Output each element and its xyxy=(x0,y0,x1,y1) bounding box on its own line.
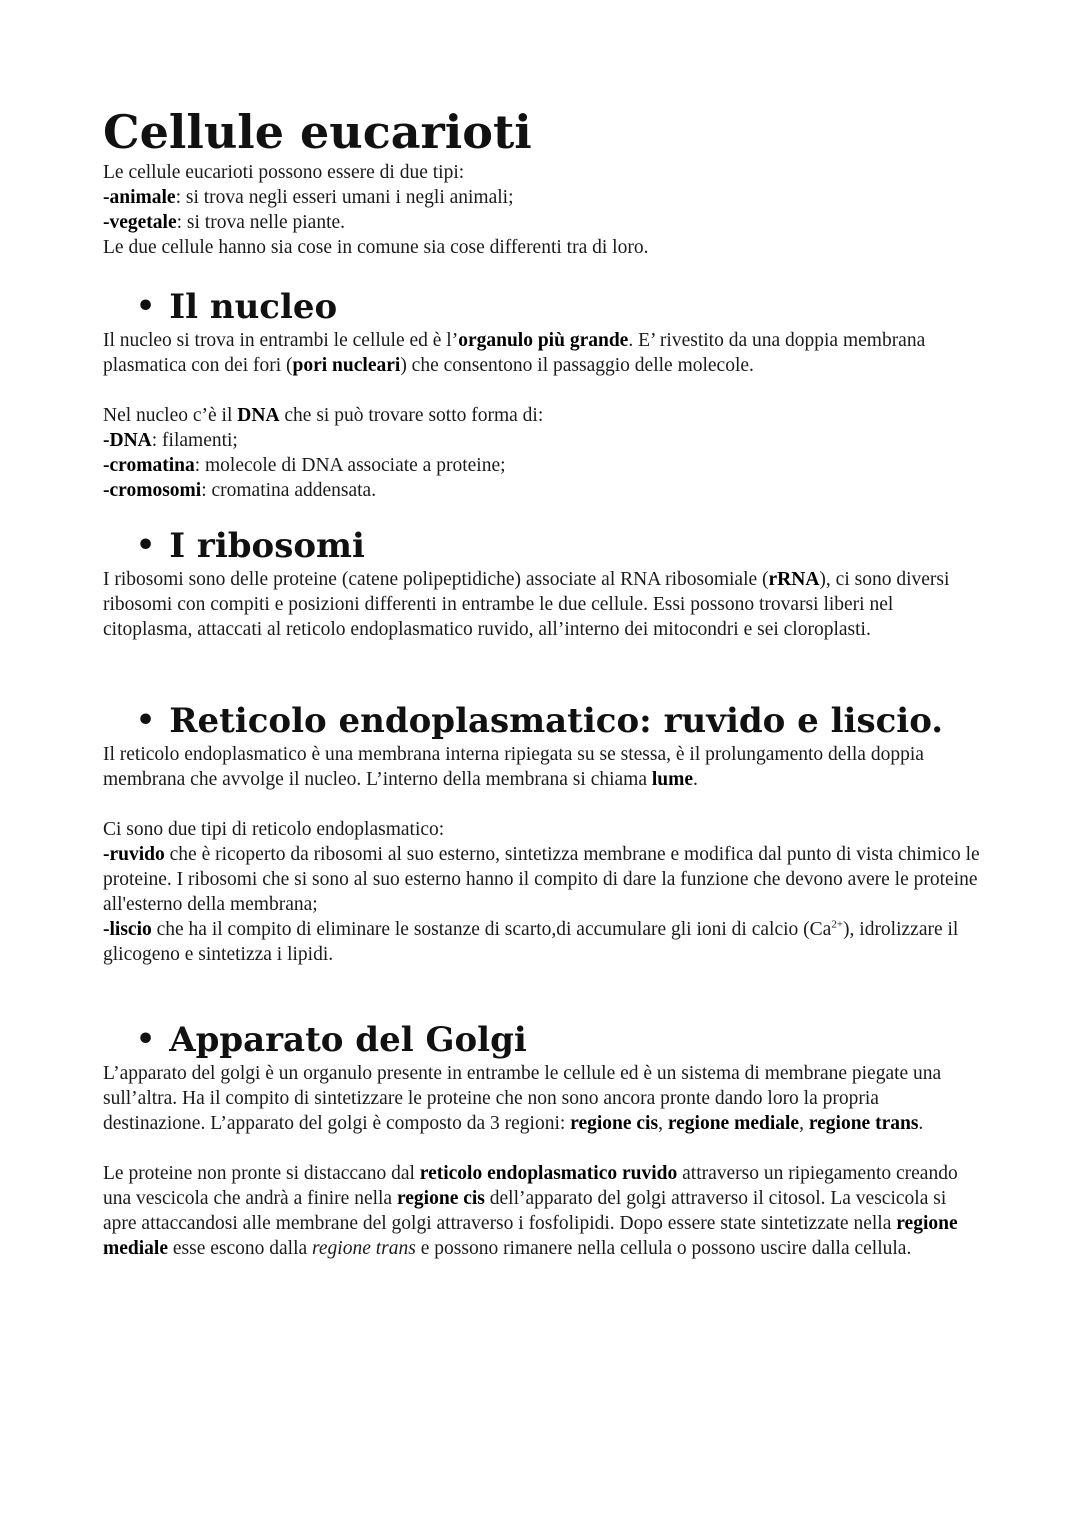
reticolo-paragraph-1: Il reticolo endoplasmatico è una membrana interna ripiegata su se stessa, è il prolungamento della doppia membrana che avvolge il nucleo. L’interno della membrana si chiama lume. xyxy=(103,744,924,790)
golgi-paragraph-1: L’apparato del golgi è un organulo presente in entrambe le cellule ed è un sistema di membrane piegate una sull’altra. Ha il compito di sintetizzare le proteine che non sono ancora pronte dando loro la propria destinazione. L’apparato del golgi è composto da 3 regioni: regione cis, regione mediale, regione trans. xyxy=(103,1063,942,1134)
heading-nucleo: • Il nucleo xyxy=(136,287,338,327)
golgi-paragraph-2: Le proteine non pronte si distaccano dal reticolo endoplasmatico ruvido attraverso un ripiegamento creando una vescicola che andrà a finire nella regione cis dell’apparato del golgi attraverso il citosol. La vescicola si apre attaccandosi alle membrane del golgi attraverso i fosfolipidi. Dopo essere state sintetizzate nella regione mediale esse escono dalla regione trans e possono rimanere nella cellula o possono uscire dalla cellula. xyxy=(103,1163,958,1259)
heading-reticolo: • Reticolo endoplasmatico: ruvido e liscio. xyxy=(136,701,944,741)
reticolo-ruvido: -ruvido che è ricoperto da ribosomi al suo esterno, sintetizza membrane e modifica dal punto di vista chimico le proteine. I ribosomi che si sono al suo esterno hanno il compito di dare la funzione che devono avere le proteine all'esterno della membrana; xyxy=(103,844,980,915)
intro-summary: Le due cellule hanno sia cose in comune sia cose differenti tra di loro. xyxy=(103,237,649,258)
bullet-icon: • xyxy=(136,1022,156,1057)
intro-animale: -animale: si trova negli esseri umani i negli animali; xyxy=(103,187,514,208)
bullet-icon: • xyxy=(136,703,156,738)
bullet-icon: • xyxy=(136,528,156,563)
reticolo-liscio: -liscio che ha il compito di eliminare le sostanze di scarto,di accumulare gli ioni di calcio $(Ca^{2+})$, idrolizzare il glicogeno e sintetizza i lipidi. xyxy=(103,918,959,965)
nucleo-paragraph-2: Nel nucleo c’è il DNA che si può trovare sotto forma di: xyxy=(103,405,544,426)
heading-ribosomi: • I ribosomi xyxy=(136,526,365,566)
nucleo-cromatina: -cromatina: molecole di DNA associate a proteine; xyxy=(103,455,506,476)
nucleo-dna: -DNA: filamenti; xyxy=(103,430,238,451)
reticolo-paragraph-2: Ci sono due tipi di reticolo endoplasmatico: xyxy=(103,819,445,840)
intro-line: Le cellule eucarioti possono essere di due tipi: xyxy=(103,162,465,183)
nucleo-cromosomi: -cromosomi: cromatina addensata. xyxy=(103,480,377,501)
intro-vegetale: -vegetale: si trova nelle piante. xyxy=(103,212,346,233)
ribosomi-paragraph: I ribosomi sono delle proteine (catene polipeptidiche) associate al RNA ribosomiale (rRNA), ci sono diversi ribosomi con compiti e posizioni differenti in entrambe le due cellule. Essi possono trovarsi liberi nel citoplasma, attaccati al reticolo endoplasmatico ruvido, all’interno dei mitocondri e sei cloroplasti. xyxy=(103,569,950,640)
bullet-icon: • xyxy=(136,289,156,324)
nucleo-paragraph-1: Il nucleo si trova in entrambi le cellule ed è l’organulo più grande. E’ rivestito da una doppia membrana plasmatica con dei fori (pori nucleari) che consentono il passaggio delle molecole. xyxy=(103,330,926,376)
page-title: Cellule eucarioti xyxy=(103,105,532,159)
document-page xyxy=(103,104,983,1261)
heading-golgi: • Apparato del Golgi xyxy=(136,1020,527,1060)
